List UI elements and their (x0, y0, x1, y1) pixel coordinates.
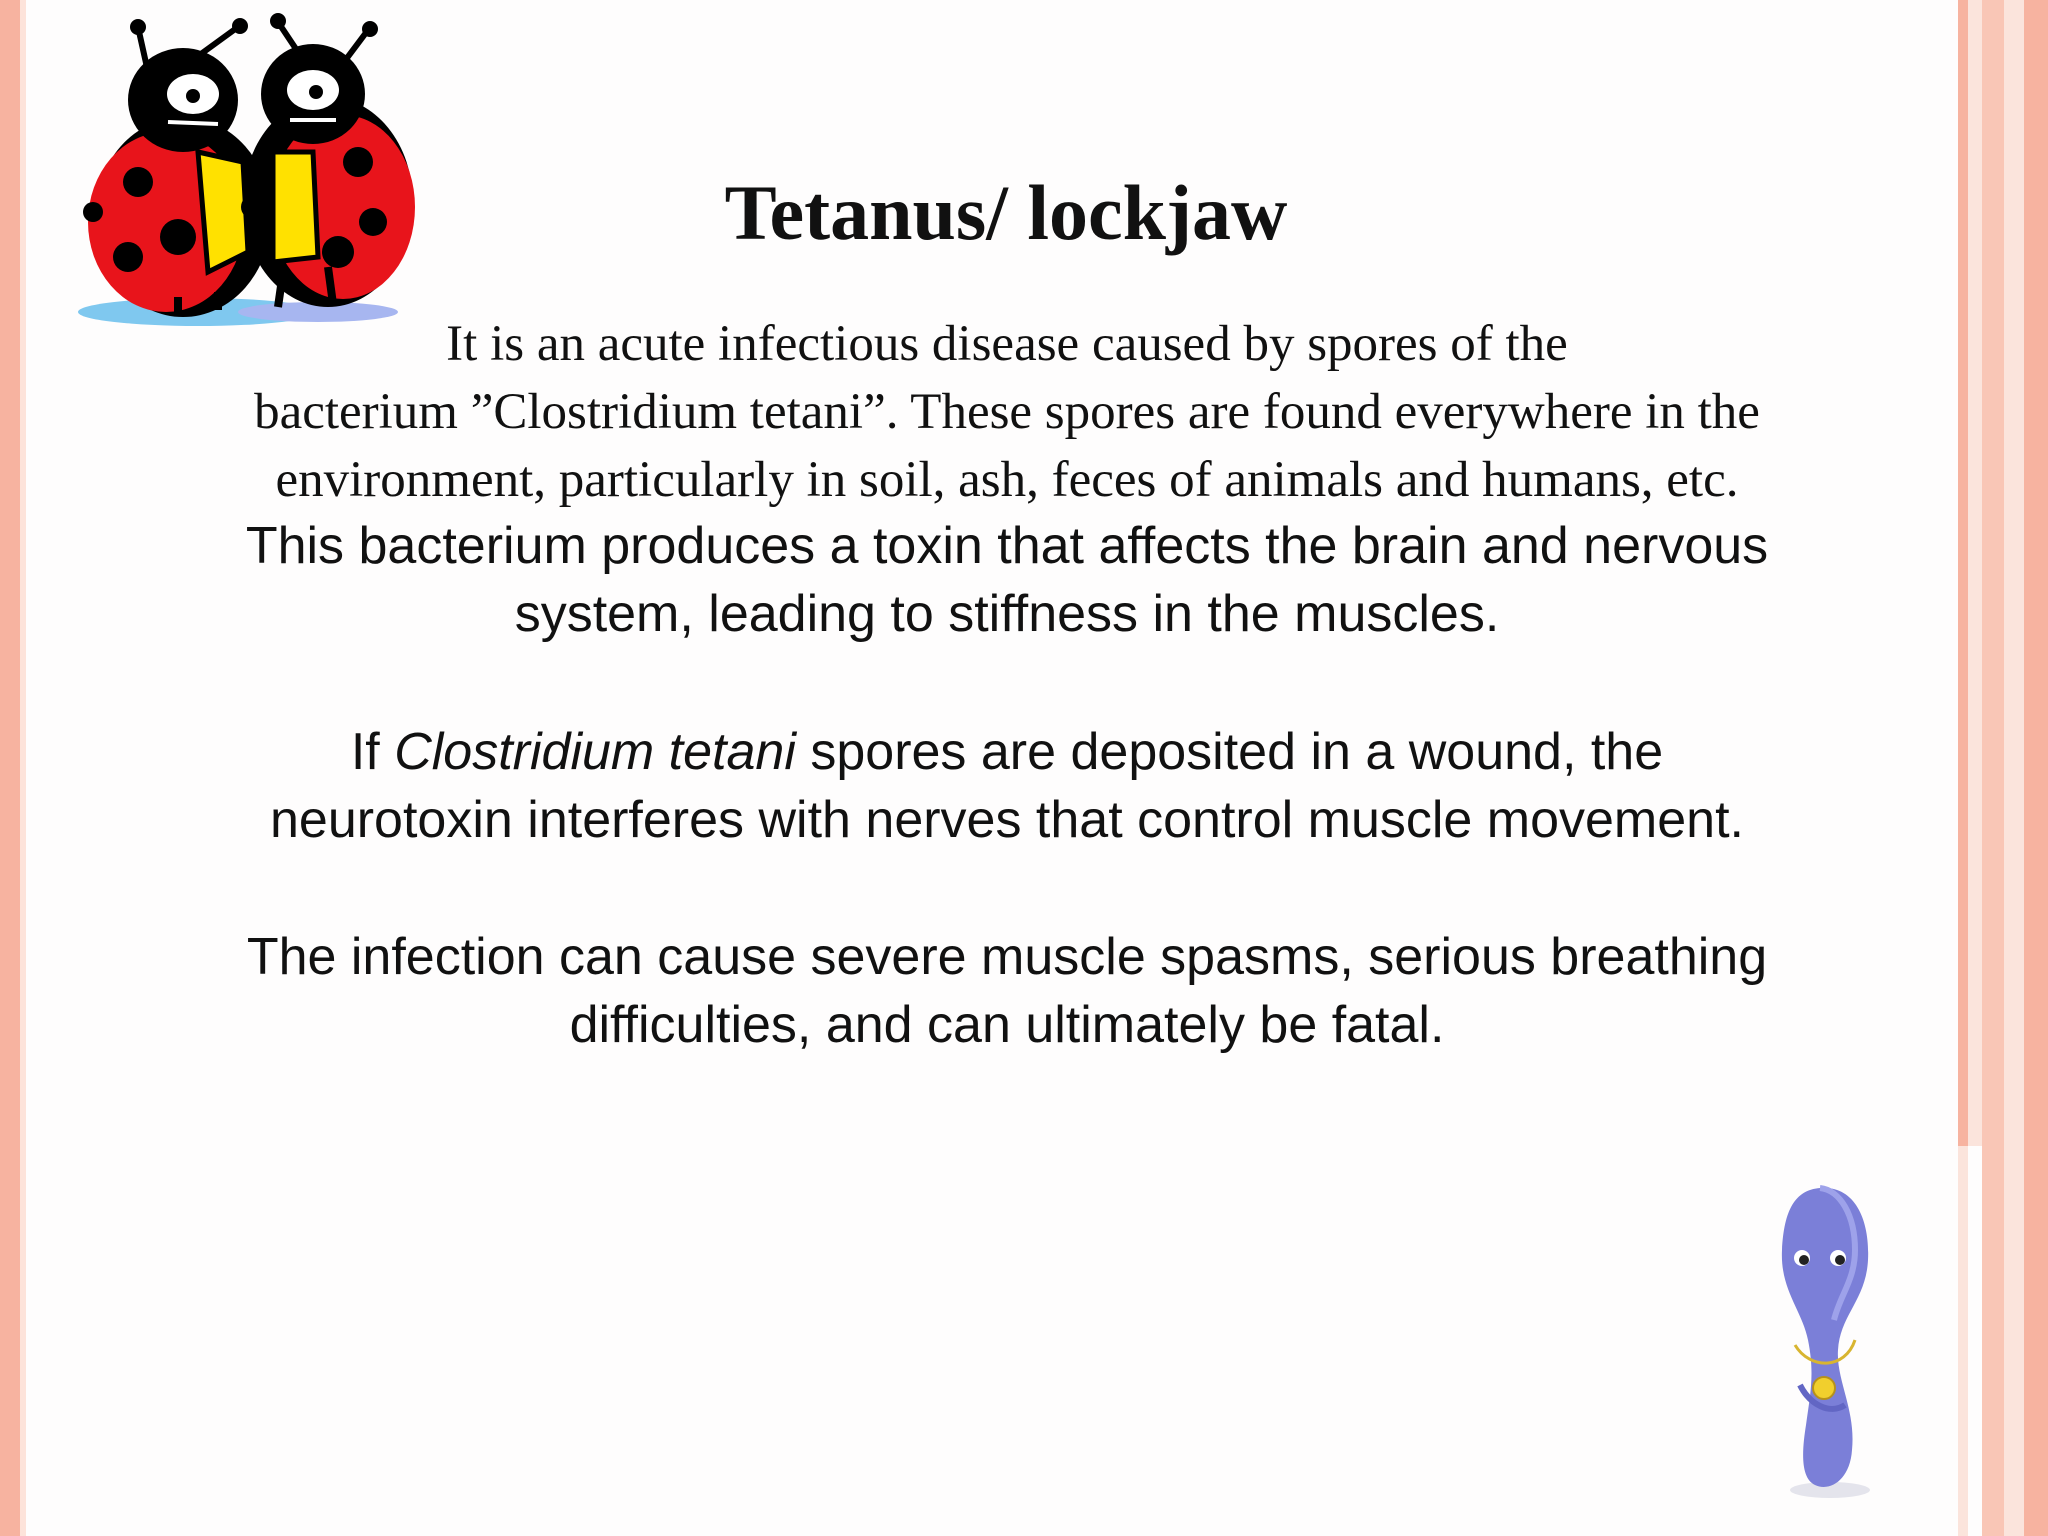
wound-line: neurotoxin interferes with nerves that control muscle movement. (269, 791, 1744, 849)
intro-line: It is an acute infectious disease caused by spores of the (446, 316, 1568, 372)
intro-paragraph (150, 310, 1864, 514)
wound-paragraph (150, 718, 1864, 854)
right-border-line (2024, 0, 2048, 1536)
intro-line: bacterium ”Clostridium tetani”. These spores are found everywhere in the (254, 384, 1760, 440)
symptoms-line: The infection can cause severe muscle spasms, serious breathing (246, 928, 1768, 986)
symptoms-line: difficulties, and can ultimately be fatal. (569, 996, 1445, 1054)
right-border-line (1958, 0, 1968, 1146)
wound-line-rest: spores are deposited in a wound, the (795, 723, 1664, 781)
species-name: Clostridium tetani (394, 723, 796, 781)
right-border-gap (1968, 1146, 1982, 1536)
toxin-paragraph (150, 512, 1864, 648)
toxin-line: system, leading to stiffness in the muscles. (514, 585, 1500, 643)
bacterium-mascot-illustration (1760, 1180, 1880, 1500)
right-border-line (1982, 0, 2004, 1536)
slide-title: Tetanus/ lockjaw (724, 169, 1288, 256)
left-border-inner (20, 0, 26, 1536)
symptoms-paragraph (150, 923, 1864, 1059)
toxin-line: This bacterium produces a toxin that affects the brain and nervous (245, 517, 1769, 575)
wound-line (150, 718, 1864, 786)
intro-line: environment, particularly in soil, ash, feces of animals and humans, etc. (275, 452, 1739, 508)
ladybugs-illustration (68, 12, 428, 332)
left-border-bar (0, 0, 20, 1536)
wound-prefix: If (350, 723, 395, 781)
